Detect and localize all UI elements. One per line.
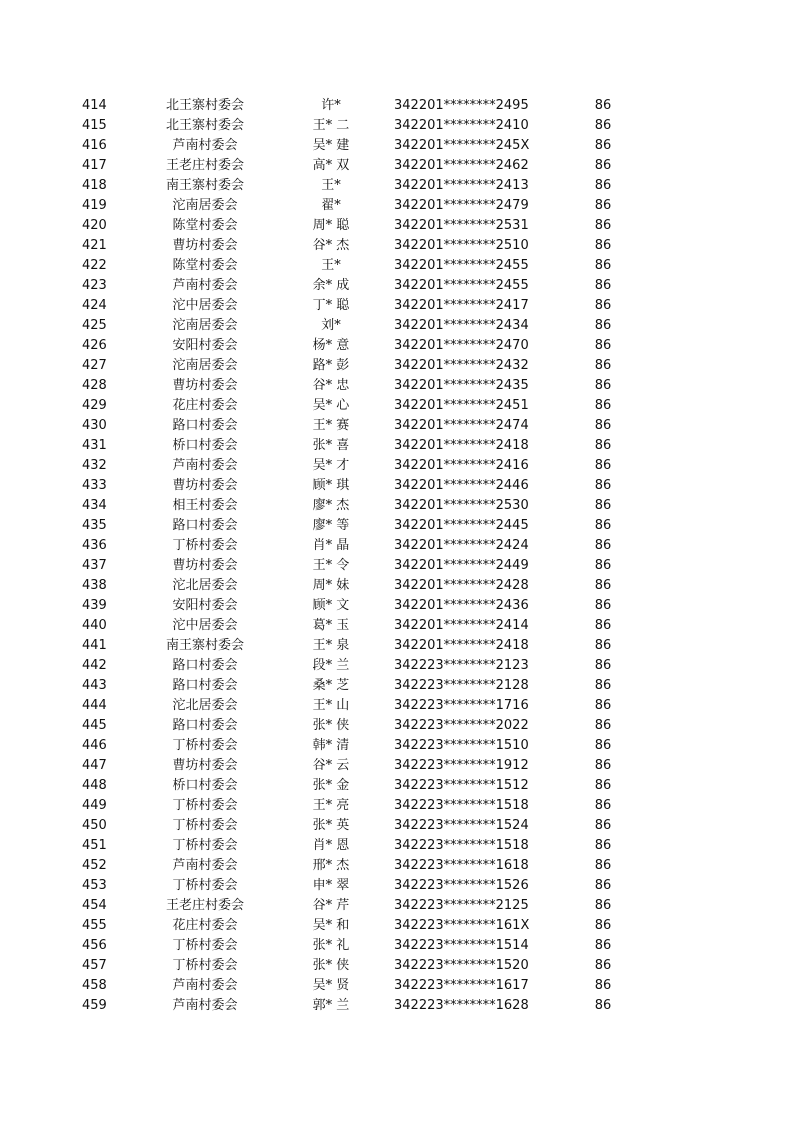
id-number: 342201********2428 bbox=[394, 578, 529, 593]
table-row bbox=[0, 896, 793, 916]
score-value: 86 bbox=[594, 598, 612, 613]
table-row bbox=[0, 456, 793, 476]
id-number: 342223********1526 bbox=[394, 878, 529, 893]
id-number: 342223********1514 bbox=[394, 938, 529, 953]
id-number: 342223********1912 bbox=[394, 758, 529, 773]
table-row bbox=[0, 916, 793, 936]
village-committee: 芦南村委会 bbox=[172, 278, 238, 293]
village-committee: 丁桥村委会 bbox=[172, 958, 238, 973]
row-index: 449 bbox=[82, 798, 107, 813]
person-name: 路* 彭 bbox=[312, 358, 350, 373]
id-number: 342223********1520 bbox=[394, 958, 529, 973]
village-committee: 沱中居委会 bbox=[172, 298, 238, 313]
score-value: 86 bbox=[594, 118, 612, 133]
person-name: 段* 兰 bbox=[312, 658, 350, 673]
id-number: 342201********2446 bbox=[394, 478, 529, 493]
person-name: 谷* 忠 bbox=[312, 378, 350, 393]
person-name: 张* 礼 bbox=[312, 938, 350, 953]
table-row bbox=[0, 256, 793, 276]
score-value: 86 bbox=[594, 238, 612, 253]
person-name: 张* 侠 bbox=[312, 958, 350, 973]
village-committee: 芦南村委会 bbox=[172, 458, 238, 473]
village-committee: 曹坊村委会 bbox=[172, 378, 238, 393]
person-name: 葛* 玉 bbox=[312, 618, 350, 633]
person-name: 王* bbox=[321, 178, 341, 193]
row-index: 425 bbox=[82, 318, 107, 333]
person-name: 周* 聪 bbox=[312, 218, 350, 233]
village-committee: 丁桥村委会 bbox=[172, 938, 238, 953]
id-number: 342223********2123 bbox=[394, 658, 529, 673]
row-index: 446 bbox=[82, 738, 107, 753]
score-value: 86 bbox=[594, 878, 612, 893]
village-committee: 沱南居委会 bbox=[172, 318, 238, 333]
village-committee: 丁桥村委会 bbox=[172, 738, 238, 753]
score-value: 86 bbox=[594, 498, 612, 513]
table-row bbox=[0, 716, 793, 736]
row-index: 420 bbox=[82, 218, 107, 233]
person-name: 王* 亮 bbox=[312, 798, 350, 813]
village-committee: 安阳村委会 bbox=[172, 338, 238, 353]
person-name: 肖* 晶 bbox=[312, 538, 350, 553]
village-committee: 安阳村委会 bbox=[172, 598, 238, 613]
score-value: 86 bbox=[594, 358, 612, 373]
table-row bbox=[0, 376, 793, 396]
id-number: 342201********2434 bbox=[394, 318, 529, 333]
row-index: 417 bbox=[82, 158, 107, 173]
id-number: 342201********2462 bbox=[394, 158, 529, 173]
village-committee: 芦南村委会 bbox=[172, 998, 238, 1013]
village-committee: 芦南村委会 bbox=[172, 978, 238, 993]
score-value: 86 bbox=[594, 818, 612, 833]
id-number: 342223********2128 bbox=[394, 678, 529, 693]
score-value: 86 bbox=[594, 218, 612, 233]
id-number: 342223********1518 bbox=[394, 798, 529, 813]
score-value: 86 bbox=[594, 858, 612, 873]
table-row bbox=[0, 96, 793, 116]
person-name: 谷* 芹 bbox=[312, 898, 350, 913]
person-name: 张* 喜 bbox=[312, 438, 350, 453]
village-committee: 丁桥村委会 bbox=[172, 538, 238, 553]
table-row bbox=[0, 936, 793, 956]
village-committee: 南王寨村委会 bbox=[165, 178, 244, 193]
score-value: 86 bbox=[594, 98, 612, 113]
row-index: 450 bbox=[82, 818, 107, 833]
person-name: 吴* 贤 bbox=[312, 978, 350, 993]
row-index: 433 bbox=[82, 478, 107, 493]
table-row bbox=[0, 556, 793, 576]
score-value: 86 bbox=[594, 298, 612, 313]
score-value: 86 bbox=[594, 998, 612, 1013]
row-index: 424 bbox=[82, 298, 107, 313]
village-committee: 桥口村委会 bbox=[172, 778, 238, 793]
id-number: 342201********2413 bbox=[394, 178, 529, 193]
person-name: 刘* bbox=[321, 318, 341, 333]
village-committee: 王老庄村委会 bbox=[165, 158, 244, 173]
table-row bbox=[0, 656, 793, 676]
score-value: 86 bbox=[594, 258, 612, 273]
table-row bbox=[0, 316, 793, 336]
person-name: 廖* 等 bbox=[312, 518, 350, 533]
table-row bbox=[0, 276, 793, 296]
person-name: 王* bbox=[321, 258, 341, 273]
table-row bbox=[0, 116, 793, 136]
id-number: 342223********161X bbox=[394, 918, 530, 933]
id-number: 342201********2449 bbox=[394, 558, 529, 573]
row-index: 439 bbox=[82, 598, 107, 613]
row-index: 451 bbox=[82, 838, 107, 853]
person-name: 邢* 杰 bbox=[312, 858, 350, 873]
id-number: 342201********2455 bbox=[394, 278, 529, 293]
table-row bbox=[0, 216, 793, 236]
score-value: 86 bbox=[594, 338, 612, 353]
row-index: 427 bbox=[82, 358, 107, 373]
score-value: 86 bbox=[594, 198, 612, 213]
id-number: 342201********2416 bbox=[394, 458, 529, 473]
score-value: 86 bbox=[594, 918, 612, 933]
person-name: 吴* 和 bbox=[312, 918, 350, 933]
row-index: 453 bbox=[82, 878, 107, 893]
table-row bbox=[0, 956, 793, 976]
table-row bbox=[0, 676, 793, 696]
id-number: 342201********2510 bbox=[394, 238, 529, 253]
village-committee: 路口村委会 bbox=[172, 518, 238, 533]
row-index: 458 bbox=[82, 978, 107, 993]
village-committee: 丁桥村委会 bbox=[172, 798, 238, 813]
person-name: 王* 令 bbox=[312, 558, 350, 573]
person-name: 杨* 意 bbox=[312, 338, 350, 353]
id-number: 342201********2530 bbox=[394, 498, 529, 513]
id-number: 342201********245X bbox=[394, 138, 530, 153]
person-name: 翟* bbox=[321, 198, 341, 213]
person-name: 肖* 恩 bbox=[312, 838, 350, 853]
score-value: 86 bbox=[594, 438, 612, 453]
score-value: 86 bbox=[594, 418, 612, 433]
score-value: 86 bbox=[594, 318, 612, 333]
person-name: 王* 二 bbox=[312, 118, 350, 133]
village-committee: 丁桥村委会 bbox=[172, 838, 238, 853]
village-committee: 沱中居委会 bbox=[172, 618, 238, 633]
table-row bbox=[0, 876, 793, 896]
village-committee: 路口村委会 bbox=[172, 418, 238, 433]
person-name: 高* 双 bbox=[312, 158, 350, 173]
id-number: 342201********2474 bbox=[394, 418, 529, 433]
village-committee: 王老庄村委会 bbox=[165, 898, 244, 913]
person-name: 王* 赛 bbox=[312, 418, 350, 433]
id-number: 342223********1524 bbox=[394, 818, 529, 833]
person-name: 桑* 芝 bbox=[312, 678, 350, 693]
village-committee: 沱南居委会 bbox=[172, 198, 238, 213]
village-committee: 沱北居委会 bbox=[172, 578, 238, 593]
row-index: 426 bbox=[82, 338, 107, 353]
id-number: 342223********1716 bbox=[394, 698, 529, 713]
village-committee: 芦南村委会 bbox=[172, 138, 238, 153]
id-number: 342201********2470 bbox=[394, 338, 529, 353]
table-row bbox=[0, 576, 793, 596]
person-name: 余* 成 bbox=[312, 278, 350, 293]
score-value: 86 bbox=[594, 558, 612, 573]
score-value: 86 bbox=[594, 638, 612, 653]
score-value: 86 bbox=[594, 278, 612, 293]
table-row bbox=[0, 616, 793, 636]
table-row bbox=[0, 236, 793, 256]
score-value: 86 bbox=[594, 718, 612, 733]
row-index: 431 bbox=[82, 438, 107, 453]
score-value: 86 bbox=[594, 378, 612, 393]
id-number: 342201********2432 bbox=[394, 358, 529, 373]
row-index: 437 bbox=[82, 558, 107, 573]
id-number: 342201********2414 bbox=[394, 618, 529, 633]
row-index: 436 bbox=[82, 538, 107, 553]
row-index: 455 bbox=[82, 918, 107, 933]
village-committee: 陈堂村委会 bbox=[172, 218, 238, 233]
person-name: 吴* 建 bbox=[312, 138, 350, 153]
person-name: 吴* 才 bbox=[312, 458, 350, 473]
id-number: 342201********2418 bbox=[394, 438, 529, 453]
id-number: 342201********2424 bbox=[394, 538, 529, 553]
village-committee: 芦南村委会 bbox=[172, 858, 238, 873]
village-committee: 曹坊村委会 bbox=[172, 238, 238, 253]
table-row bbox=[0, 736, 793, 756]
row-index: 456 bbox=[82, 938, 107, 953]
table-row bbox=[0, 416, 793, 436]
person-name: 顾* 琪 bbox=[312, 478, 350, 493]
village-committee: 花庄村委会 bbox=[172, 918, 238, 933]
person-name: 张* 侠 bbox=[312, 718, 350, 733]
score-value: 86 bbox=[594, 398, 612, 413]
person-name: 王* 泉 bbox=[312, 638, 350, 653]
id-number: 342201********2445 bbox=[394, 518, 529, 533]
row-index: 443 bbox=[82, 678, 107, 693]
id-number: 342223********2022 bbox=[394, 718, 529, 733]
table-row bbox=[0, 776, 793, 796]
village-committee: 沱南居委会 bbox=[172, 358, 238, 373]
score-value: 86 bbox=[594, 458, 612, 473]
table-row bbox=[0, 636, 793, 656]
row-index: 442 bbox=[82, 658, 107, 673]
id-number: 342201********2455 bbox=[394, 258, 529, 273]
village-committee: 桥口村委会 bbox=[172, 438, 238, 453]
row-index: 435 bbox=[82, 518, 107, 533]
village-committee: 南王寨村委会 bbox=[165, 638, 244, 653]
row-index: 444 bbox=[82, 698, 107, 713]
row-index: 441 bbox=[82, 638, 107, 653]
table-row bbox=[0, 796, 793, 816]
person-name: 申* 翠 bbox=[312, 878, 350, 893]
score-value: 86 bbox=[594, 178, 612, 193]
id-number: 342223********1512 bbox=[394, 778, 529, 793]
score-value: 86 bbox=[594, 518, 612, 533]
table-row bbox=[0, 696, 793, 716]
village-committee: 路口村委会 bbox=[172, 678, 238, 693]
row-index: 432 bbox=[82, 458, 107, 473]
person-name: 谷* 云 bbox=[312, 758, 350, 773]
table-row bbox=[0, 756, 793, 776]
row-index: 438 bbox=[82, 578, 107, 593]
table-row bbox=[0, 836, 793, 856]
table-row bbox=[0, 476, 793, 496]
table-row bbox=[0, 436, 793, 456]
score-value: 86 bbox=[594, 158, 612, 173]
person-name: 谷* 杰 bbox=[312, 238, 350, 253]
id-number: 342223********1510 bbox=[394, 738, 529, 753]
person-name: 廖* 杰 bbox=[312, 498, 350, 513]
score-value: 86 bbox=[594, 478, 612, 493]
row-index: 434 bbox=[82, 498, 107, 513]
person-name: 郭* 兰 bbox=[312, 998, 350, 1013]
score-value: 86 bbox=[594, 618, 612, 633]
village-committee: 陈堂村委会 bbox=[172, 258, 238, 273]
table-row bbox=[0, 136, 793, 156]
row-index: 452 bbox=[82, 858, 107, 873]
score-value: 86 bbox=[594, 838, 612, 853]
score-value: 86 bbox=[594, 898, 612, 913]
person-name: 张* 金 bbox=[312, 778, 350, 793]
row-index: 430 bbox=[82, 418, 107, 433]
table-row bbox=[0, 596, 793, 616]
score-value: 86 bbox=[594, 658, 612, 673]
table-row bbox=[0, 176, 793, 196]
score-value: 86 bbox=[594, 798, 612, 813]
person-name: 韩* 清 bbox=[312, 738, 350, 753]
row-index: 414 bbox=[82, 98, 107, 113]
score-value: 86 bbox=[594, 698, 612, 713]
row-index: 415 bbox=[82, 118, 107, 133]
row-index: 445 bbox=[82, 718, 107, 733]
table-row bbox=[0, 996, 793, 1016]
row-index: 447 bbox=[82, 758, 107, 773]
table-row bbox=[0, 856, 793, 876]
row-index: 423 bbox=[82, 278, 107, 293]
village-committee: 相王村委会 bbox=[172, 498, 238, 513]
village-committee: 北王寨村委会 bbox=[165, 118, 244, 133]
score-value: 86 bbox=[594, 778, 612, 793]
village-committee: 丁桥村委会 bbox=[172, 818, 238, 833]
person-name: 王* 山 bbox=[312, 698, 350, 713]
id-number: 342201********2495 bbox=[394, 98, 529, 113]
score-value: 86 bbox=[594, 138, 612, 153]
id-number: 342201********2418 bbox=[394, 638, 529, 653]
id-number: 342201********2479 bbox=[394, 198, 529, 213]
score-value: 86 bbox=[594, 738, 612, 753]
table-row bbox=[0, 496, 793, 516]
table-row bbox=[0, 976, 793, 996]
row-index: 422 bbox=[82, 258, 107, 273]
row-index: 418 bbox=[82, 178, 107, 193]
table-row bbox=[0, 816, 793, 836]
id-number: 342223********1518 bbox=[394, 838, 529, 853]
id-number: 342223********2125 bbox=[394, 898, 529, 913]
row-index: 421 bbox=[82, 238, 107, 253]
person-name: 许* bbox=[321, 98, 341, 113]
person-name: 丁* 聪 bbox=[312, 298, 350, 313]
person-name: 周* 妹 bbox=[312, 578, 350, 593]
village-committee: 曹坊村委会 bbox=[172, 758, 238, 773]
score-value: 86 bbox=[594, 938, 612, 953]
row-index: 440 bbox=[82, 618, 107, 633]
data-table bbox=[0, 96, 793, 1016]
village-committee: 路口村委会 bbox=[172, 658, 238, 673]
row-index: 457 bbox=[82, 958, 107, 973]
score-value: 86 bbox=[594, 758, 612, 773]
id-number: 342201********2436 bbox=[394, 598, 529, 613]
row-index: 419 bbox=[82, 198, 107, 213]
score-value: 86 bbox=[594, 538, 612, 553]
table-row bbox=[0, 296, 793, 316]
table-row bbox=[0, 336, 793, 356]
table-row bbox=[0, 396, 793, 416]
id-number: 342223********1617 bbox=[394, 978, 529, 993]
id-number: 342201********2451 bbox=[394, 398, 529, 413]
table-row bbox=[0, 516, 793, 536]
village-committee: 丁桥村委会 bbox=[172, 878, 238, 893]
village-committee: 曹坊村委会 bbox=[172, 478, 238, 493]
id-number: 342201********2435 bbox=[394, 378, 529, 393]
village-committee: 北王寨村委会 bbox=[165, 98, 244, 113]
village-committee: 花庄村委会 bbox=[172, 398, 238, 413]
person-name: 顾* 文 bbox=[312, 598, 350, 613]
row-index: 454 bbox=[82, 898, 107, 913]
table-row bbox=[0, 356, 793, 376]
score-value: 86 bbox=[594, 978, 612, 993]
row-index: 448 bbox=[82, 778, 107, 793]
row-index: 428 bbox=[82, 378, 107, 393]
person-name: 吴* 心 bbox=[312, 398, 350, 413]
score-value: 86 bbox=[594, 678, 612, 693]
village-committee: 曹坊村委会 bbox=[172, 558, 238, 573]
village-committee: 沱北居委会 bbox=[172, 698, 238, 713]
row-index: 429 bbox=[82, 398, 107, 413]
id-number: 342223********1628 bbox=[394, 998, 529, 1013]
row-index: 459 bbox=[82, 998, 107, 1013]
id-number: 342201********2410 bbox=[394, 118, 529, 133]
village-committee: 路口村委会 bbox=[172, 718, 238, 733]
id-number: 342201********2531 bbox=[394, 218, 529, 233]
table-row bbox=[0, 156, 793, 176]
table-row bbox=[0, 196, 793, 216]
table-row bbox=[0, 536, 793, 556]
person-name: 张* 英 bbox=[312, 818, 350, 833]
score-value: 86 bbox=[594, 578, 612, 593]
id-number: 342223********1618 bbox=[394, 858, 529, 873]
score-value: 86 bbox=[594, 958, 612, 973]
row-index: 416 bbox=[82, 138, 107, 153]
id-number: 342201********2417 bbox=[394, 298, 529, 313]
